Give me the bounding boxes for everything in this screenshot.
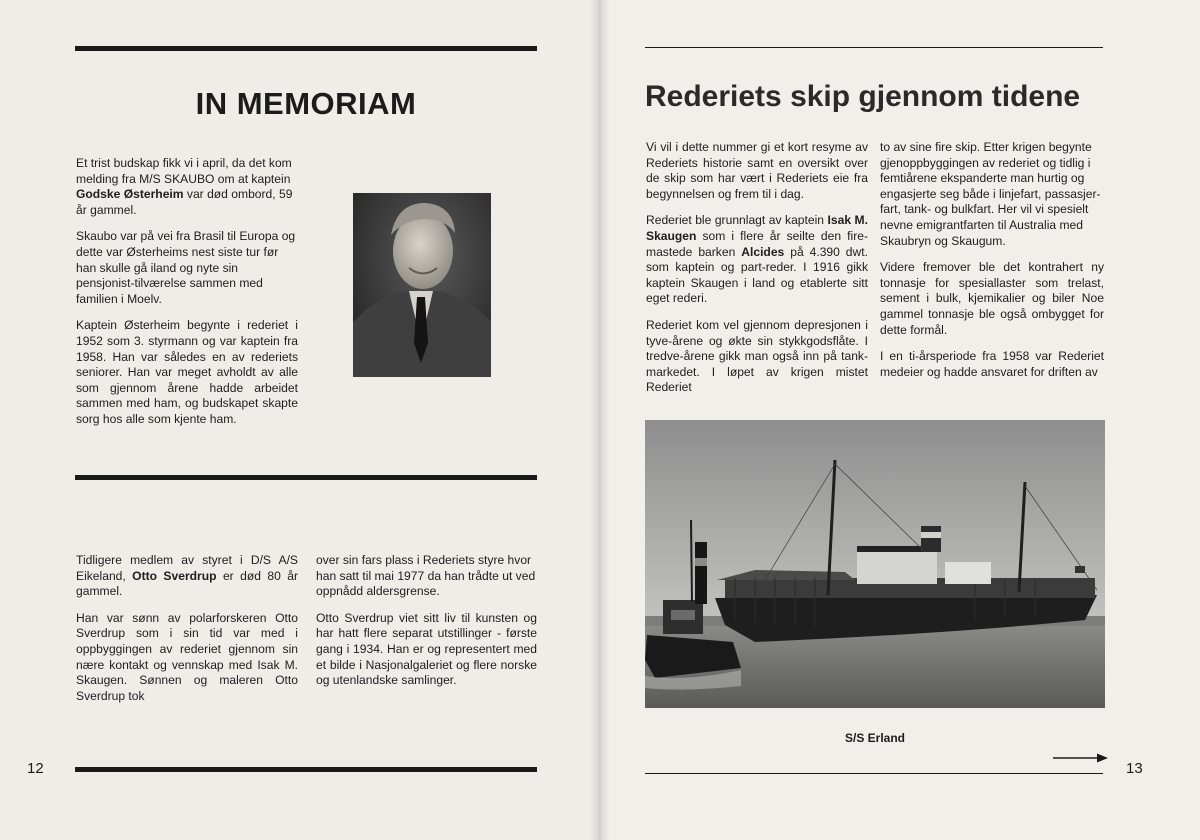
portrait-photo (353, 193, 491, 377)
memoriam-paragraph-2: Skaubo var på vei fra Brasil til Europa og dette var Østerheims nest siste tur før han skulle gå iland og nyte sin pensjonist-tilværelse sammen med familien i Moelv. (76, 229, 296, 306)
book-gutter (590, 0, 610, 840)
history-column-1 (646, 140, 868, 407)
top-rule-right (645, 47, 1103, 48)
history-paragraph-5: Videre fremover ble det kontrahert ny tonnasje for spesiallaster som trelast, sement i bulk, kjemikalier og biler Noe gammel tonnasje ble også ombygget for dette formål. (880, 260, 1104, 337)
sverdrup-paragraph-3: over sin fars plass i Rederiets styre hvor han satt til mai 1977 da han trådte ut ved oppnådd aldersgrense. (316, 553, 536, 599)
continue-arrow-icon (1053, 752, 1108, 764)
sverdrup-paragraph-4: Otto Sverdrup viet sitt liv til kunsten og har hatt flere separat utstillinger - første gang i 1934. Han er og representert med et bilde i Nasjonalgaleriet og flere norske og utenlandske samlinger. (316, 610, 537, 688)
memoriam-text-column (76, 156, 298, 439)
history-paragraph-3: Rederiet kom vel gjennom depresjonen i tyve-årene og økte sin stykkgodsflåte. I tredve-årene gikk man også inn på tank-markedet. I løpet av krigen mistet Rederiet (646, 317, 868, 395)
sverdrup-paragraph-2: Han var sønn av polarforskeren Otto Sverdrup som i sin tid var med i oppbyggingen av rederiet gjennom sin nære kontakt og vennskap med Isak M. Skaugen. Sønnen og maleren Otto Sverdrup tok (76, 610, 298, 703)
ship-photo-caption: S/S Erland (844, 731, 906, 745)
name-godske-osterheim: Godske Østerheim (76, 187, 184, 202)
name-isak-skaugen: Isak M. Skaugen (646, 213, 868, 243)
ship-photo-erland (645, 420, 1105, 708)
page-number-right: 13 (1126, 760, 1143, 777)
ship-name-alcides: Alcides (741, 244, 785, 259)
name-otto-sverdrup: Otto Sverdrup (132, 568, 217, 583)
page-title-in-memoriam: IN MEMORIAM (195, 86, 417, 121)
middle-rule-left (75, 475, 537, 480)
memoriam-paragraph-1: Et trist budskap fikk vi i april, da det kom melding fra M/S SKAUBO om at kaptein Godske Østerheim var død ombord, 59 år gammel. (76, 156, 293, 217)
sverdrup-column-1 (76, 553, 298, 715)
sverdrup-paragraph-1: Tidligere medlem av styret i D/S A/S Eikeland, Otto Sverdrup er død 80 år gammel. (76, 553, 298, 599)
top-rule-left (75, 46, 537, 51)
history-paragraph-6: I en ti-årsperiode fra 1958 var Rederiet medeier og hadde ansvaret for driften av (880, 349, 1104, 379)
bottom-rule-left (75, 767, 537, 772)
memoriam-paragraph-3: Kaptein Østerheim begynte i rederiet i 1952 som 3. styrmann og var kaptein fra 1958. Han var således en av rederiets seniorer. Han var meget avholdt av alle som gjennom årene hadde arbeidet sammen med ham, og budskapet skapte sorg hos alle som kjente ham. (76, 318, 298, 426)
page-number-left: 12 (27, 760, 44, 777)
bottom-rule-right (645, 773, 1103, 774)
page-title-rederiets-skip: Rederiets skip gjennom tidene (645, 80, 1081, 113)
sverdrup-column-2 (316, 553, 537, 700)
history-paragraph-1: Vi vil i dette nummer gi et kort resyme av Rederiets historie samt en oversikt over de skip som har vært i Rederiets eie fra begynnelsen og frem til i dag. (646, 140, 868, 201)
history-column-2 (880, 140, 1104, 391)
history-paragraph-2: Rederiet ble grunnlagt av kaptein Isak M. Skaugen som i flere år seilte den fire-mastede barken Alcides på 4.390 dwt. som kaptein og part-reder. I 1916 gikk kaptein Skaugen i land og etablerte sitt eget rederi. (646, 213, 868, 306)
history-paragraph-4: to av sine fire skip. Etter krigen begynte gjenoppbyggingen av rederiet og tidlig i femtiårene ekspanderte man hurtig og engasjerte seg både i linjefart, passasjer-fart, tank- og bulkfart. Her vil vi spesielt nevne emigrantfarten til Australia med Skaubryn og Skaugum. (880, 140, 1101, 248)
